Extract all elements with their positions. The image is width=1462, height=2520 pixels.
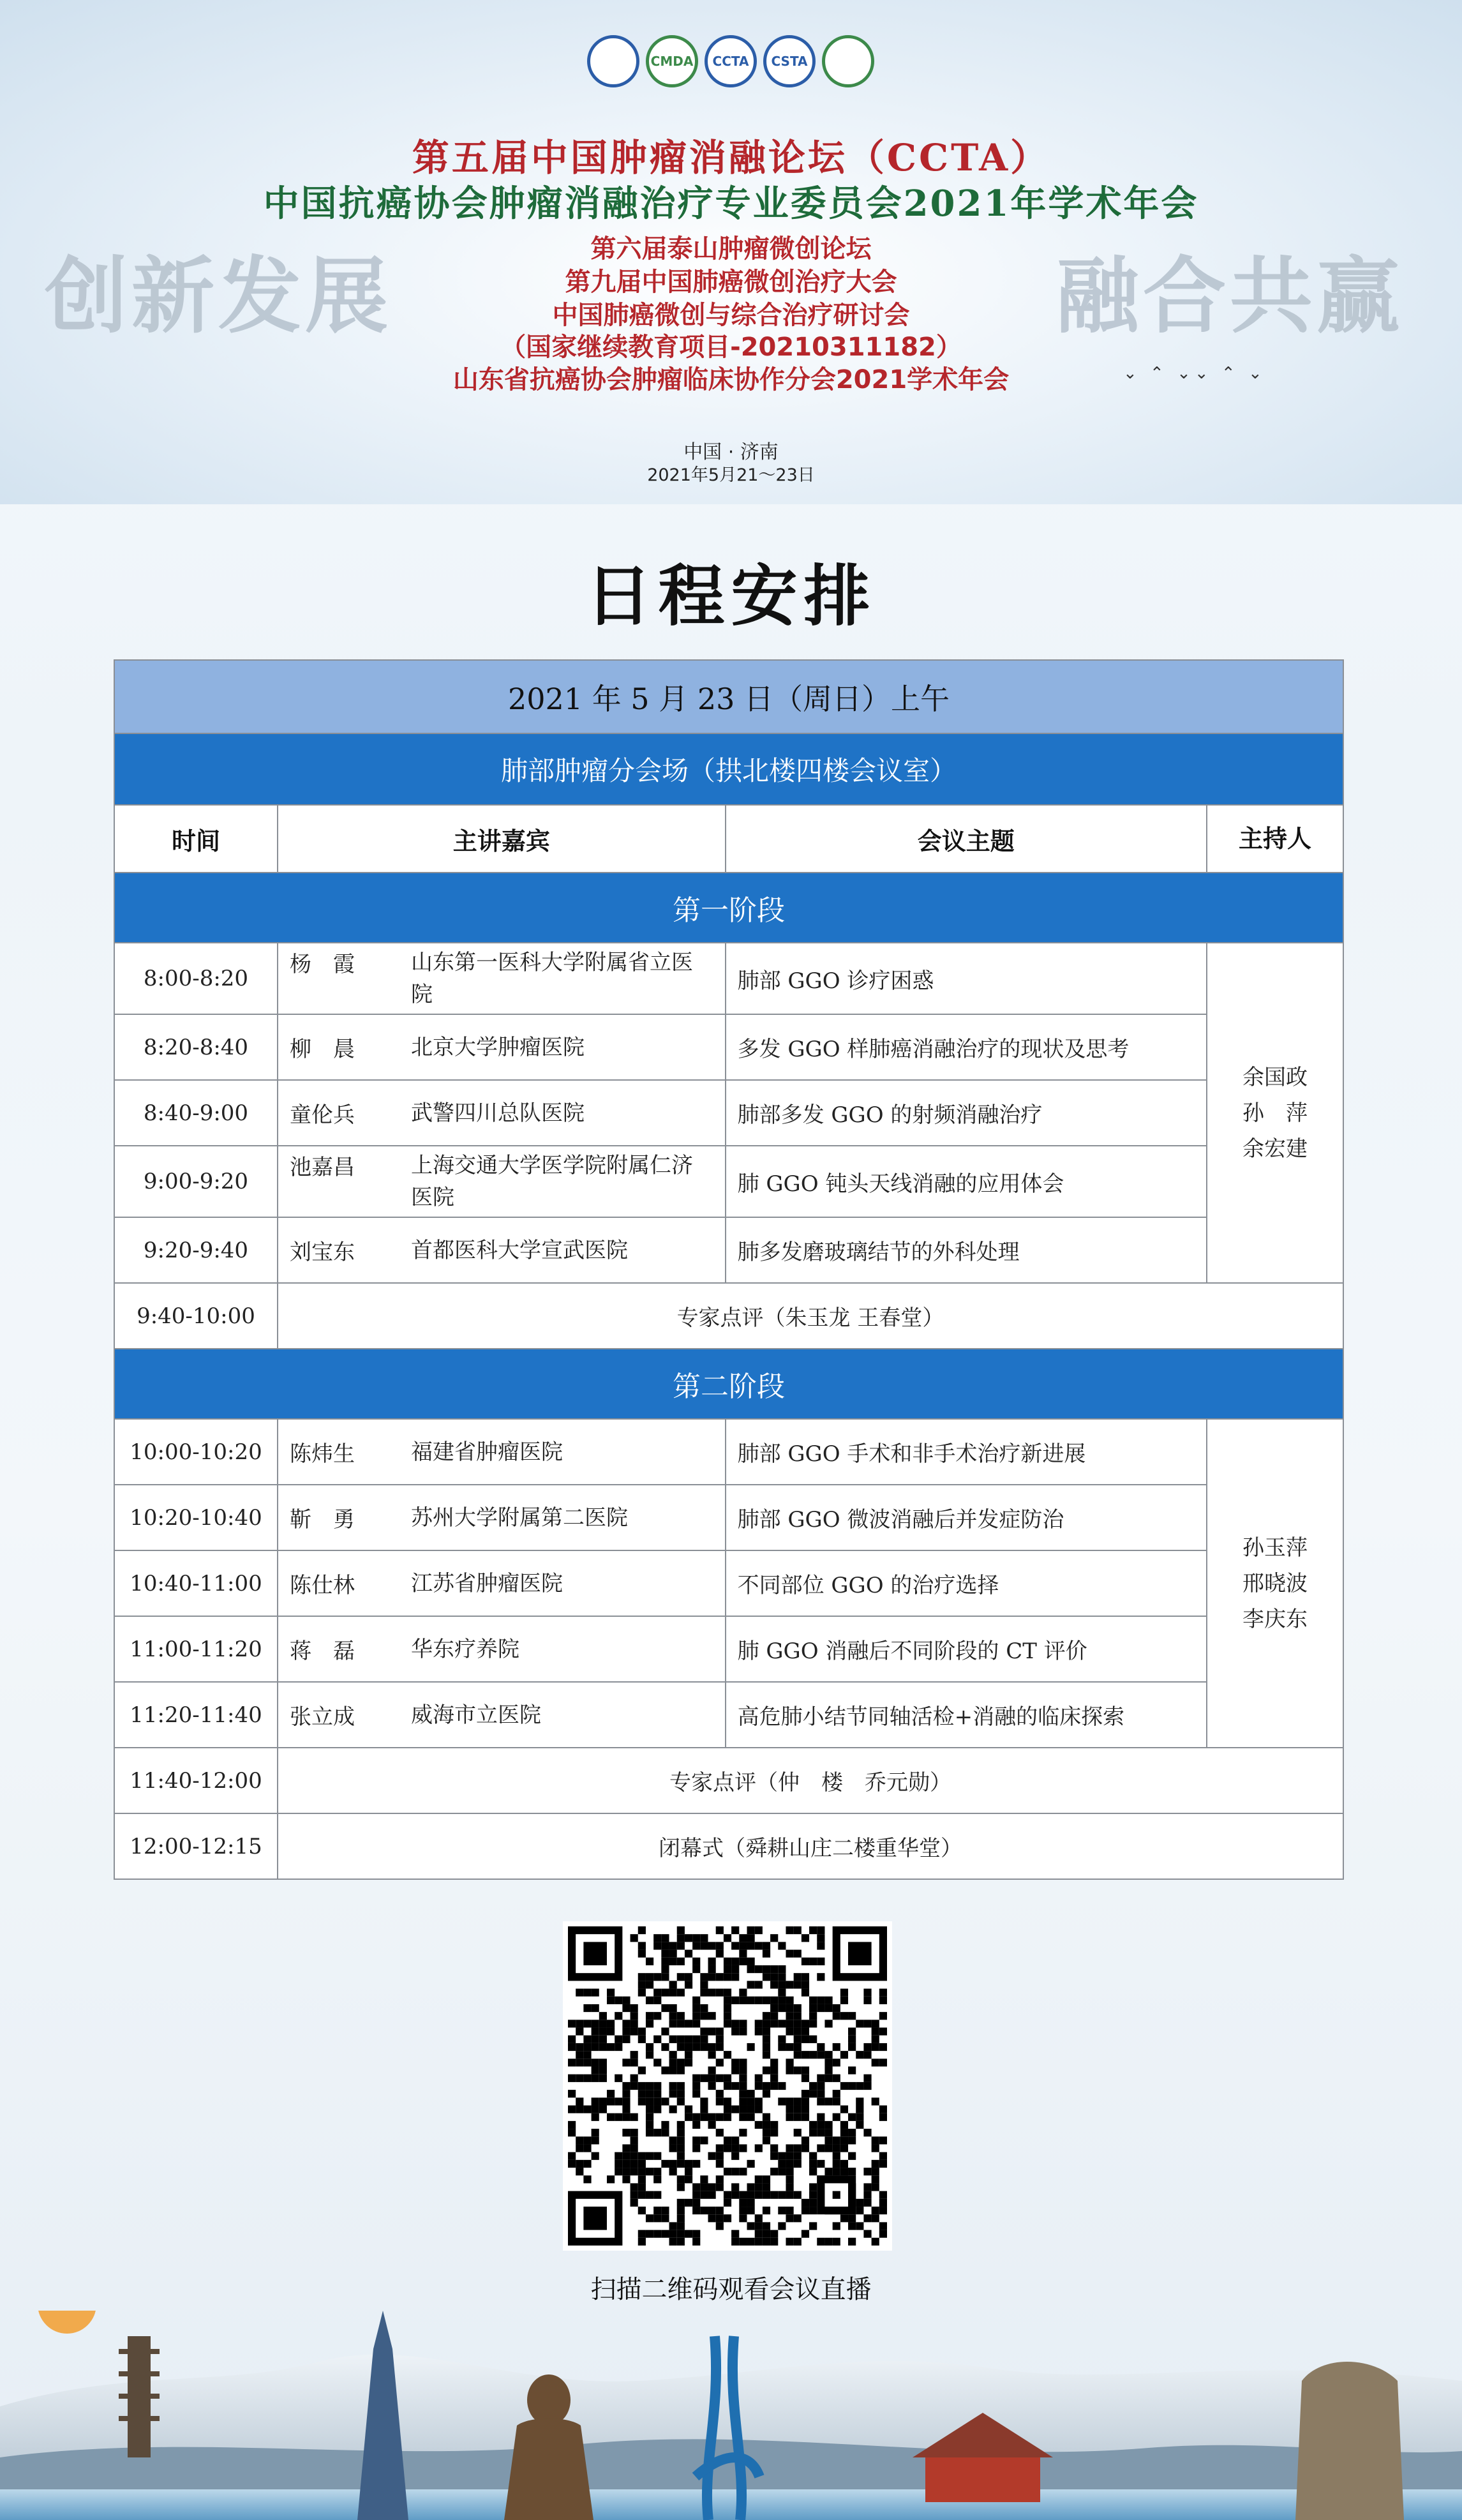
slot-time: 10:40-11:00: [114, 1550, 278, 1616]
host-name: 余宏建: [1242, 1136, 1308, 1162]
location: 中国 · 济南: [683, 441, 779, 463]
speaker-name: 靳 勇: [289, 1506, 355, 1533]
table-row: [114, 1813, 1343, 1879]
table-row: [114, 1616, 1343, 1682]
speaker-name: 陈仕林: [289, 1572, 355, 1598]
slogan-left: 创新发展: [45, 247, 392, 345]
date-cell: 2021 年 5 月 23 日（周日）上午: [114, 660, 1343, 733]
stage-2-hosts: [1207, 1419, 1343, 1748]
table-row: [114, 1080, 1343, 1146]
host-name: 孙玉萍: [1242, 1534, 1308, 1561]
speaker-name: 杨 霞: [289, 952, 355, 977]
speaker-affiliation: 华东疗养院: [410, 1636, 519, 1662]
slot-time: 8:00-8:20: [114, 943, 278, 1014]
slot-time: 9:00-9:20: [114, 1146, 278, 1217]
closing-ceremony: 闭幕式（舜耕山庄二楼重华堂）: [278, 1813, 1343, 1879]
table-row: [114, 1146, 1343, 1217]
slot-topic: 肺部 GGO 手术和非手术治疗新进展: [726, 1419, 1207, 1485]
slot-time: 8:20-8:40: [114, 1014, 278, 1080]
slot-topic: 不同部位 GGO 的治疗选择: [726, 1550, 1207, 1616]
table-row: [114, 1485, 1343, 1550]
venue-cell: 肺部肿瘤分会场（拱北楼四楼会议室）: [114, 733, 1343, 805]
slot-topic: 肺 GGO 钝头天线消融的应用体会: [726, 1146, 1207, 1217]
table-row: [114, 1682, 1343, 1748]
speaker-name: 陈炜生: [289, 1441, 355, 1467]
sun-icon: [38, 2311, 96, 2334]
speaker-affiliation: 武警四川总队医院: [410, 1100, 585, 1126]
footer-scenery: [0, 2311, 1462, 2520]
speaker-affiliation: 山东第一医科大学附属省立医院: [410, 950, 693, 1007]
slot-speaker: [278, 1014, 726, 1080]
speaker-name: 池嘉昌: [289, 1155, 355, 1180]
subtitle-line-2: 第九届中国肺癌微创治疗大会: [565, 267, 897, 297]
slot-time: 11:40-12:00: [114, 1748, 278, 1813]
table-row: [114, 1748, 1343, 1813]
forum-title: 第五届中国肿瘤消融论坛（CCTA）: [412, 136, 1050, 179]
slot-time: 11:00-11:20: [114, 1616, 278, 1682]
header-banner: [0, 0, 1462, 504]
speaker-affiliation: 北京大学肿瘤医院: [410, 1034, 585, 1060]
column-header-speaker: 主讲嘉宾: [278, 805, 726, 873]
slot-topic: 肺 GGO 消融后不同阶段的 CT 评价: [726, 1616, 1207, 1682]
speaker-name: 童伦兵: [289, 1102, 355, 1128]
host-name: 孙 萍: [1242, 1100, 1308, 1126]
birds-decoration: ⌄ ⌃ ⌄⌄ ⌃ ⌄: [1123, 364, 1266, 383]
subtitle-line-4: （国家继续教育项目-20210311182）: [500, 333, 962, 362]
table-row: [114, 943, 1343, 1014]
slot-speaker: [278, 1550, 726, 1616]
table-row: [114, 1014, 1343, 1080]
date-row: [114, 660, 1343, 733]
subtitle-line-5: 山东省抗癌协会肿瘤临床协作分会2021学术年会: [452, 365, 1010, 394]
slot-time: 8:40-9:00: [114, 1080, 278, 1146]
stage-2-label: 第二阶段: [114, 1349, 1343, 1419]
subtitle-line-1: 第六届泰山肿瘤微创论坛: [590, 234, 872, 264]
schedule-table: [114, 659, 1344, 1880]
host-name: 李庆东: [1242, 1606, 1308, 1632]
expert-review: 专家点评（朱玉龙 王春堂）: [278, 1283, 1343, 1349]
speaker-affiliation: 上海交通大学医学院附属仁济医院: [410, 1153, 693, 1210]
speaker-name: 刘宝东: [289, 1239, 355, 1265]
table-row: [114, 1419, 1343, 1485]
column-header-time: 时间: [114, 805, 278, 873]
logo-row: [587, 35, 874, 87]
slot-time: 10:20-10:40: [114, 1485, 278, 1550]
header-row: [114, 805, 1343, 873]
speaker-affiliation: 江苏省肿瘤医院: [410, 1570, 563, 1596]
ccta-logo: CCTA: [705, 35, 757, 87]
slot-speaker: [278, 1419, 726, 1485]
stage-row: [114, 1349, 1343, 1419]
table-row: [114, 1550, 1343, 1616]
slot-time: 9:20-9:40: [114, 1217, 278, 1283]
speaker-affiliation: 威海市立医院: [410, 1702, 541, 1728]
slot-time: 10:00-10:20: [114, 1419, 278, 1485]
speaker-name: 蒋 磊: [289, 1638, 355, 1664]
society-logo-5: [822, 35, 874, 87]
qr-code-image: [568, 1926, 887, 2246]
taishan-stone-icon: [1295, 2362, 1404, 2520]
slogan-right: 融合共赢: [1056, 247, 1404, 345]
slot-topic: 肺部 GGO 微波消融后并发症防治: [726, 1485, 1207, 1550]
speaker-name: 柳 晨: [289, 1036, 355, 1062]
qr-code[interactable]: [568, 1926, 887, 2246]
slot-speaker: [278, 943, 726, 1014]
slot-speaker: [278, 1217, 726, 1283]
slot-speaker: [278, 1146, 726, 1217]
jinan-landmarks-illustration: [0, 2311, 1462, 2520]
stage-row: [114, 873, 1343, 943]
annual-meeting-title: 中国抗癌协会肿瘤消融治疗专业委员会2021年学术年会: [263, 183, 1199, 225]
qr-caption: 扫描二维码观看会议直播: [590, 2275, 872, 2304]
speaker-affiliation: 苏州大学附属第二医院: [410, 1504, 628, 1531]
host-name: 邢晓波: [1242, 1570, 1308, 1596]
page-title: 日程安排: [585, 557, 877, 635]
society-logo-1: [587, 35, 639, 87]
column-header-topic: 会议主题: [726, 805, 1207, 873]
slot-topic: 肺部 GGO 诊疗困惑: [726, 943, 1207, 1014]
table-row: [114, 1283, 1343, 1349]
slot-topic: 肺多发磨玻璃结节的外科处理: [726, 1217, 1207, 1283]
slot-speaker: [278, 1485, 726, 1550]
slot-time: 11:20-11:40: [114, 1682, 278, 1748]
venue-row: [114, 733, 1343, 805]
speaker-affiliation: 福建省肿瘤医院: [410, 1439, 563, 1465]
slot-topic: 肺部多发 GGO 的射频消融治疗: [726, 1080, 1207, 1146]
table-row: [114, 1217, 1343, 1283]
stage-1-hosts: [1207, 943, 1343, 1283]
csta-logo: CSTA: [763, 35, 816, 87]
host-name: 余国政: [1242, 1064, 1308, 1090]
slot-speaker: [278, 1682, 726, 1748]
slot-speaker: [278, 1080, 726, 1146]
speaker-affiliation: 首都医科大学宣武医院: [410, 1237, 628, 1263]
slot-topic: 高危肺小结节同轴活检+消融的临床探索: [726, 1682, 1207, 1748]
expert-review: 专家点评（仲 楼 乔元勋）: [278, 1748, 1343, 1813]
speaker-name: 张立成: [289, 1704, 355, 1730]
slot-speaker: [278, 1616, 726, 1682]
slot-time: 9:40-10:00: [114, 1283, 278, 1349]
stage-1-label: 第一阶段: [114, 873, 1343, 943]
subtitle-line-3: 中国肺癌微创与综合治疗研讨会: [552, 301, 910, 330]
slot-time: 12:00-12:15: [114, 1813, 278, 1879]
event-dates: 2021年5月21～23日: [647, 465, 815, 485]
cmda-logo: CMDA: [646, 35, 698, 87]
slot-topic: 多发 GGO 样肺癌消融治疗的现状及思考: [726, 1014, 1207, 1080]
column-header-host: 主持人: [1207, 805, 1343, 873]
